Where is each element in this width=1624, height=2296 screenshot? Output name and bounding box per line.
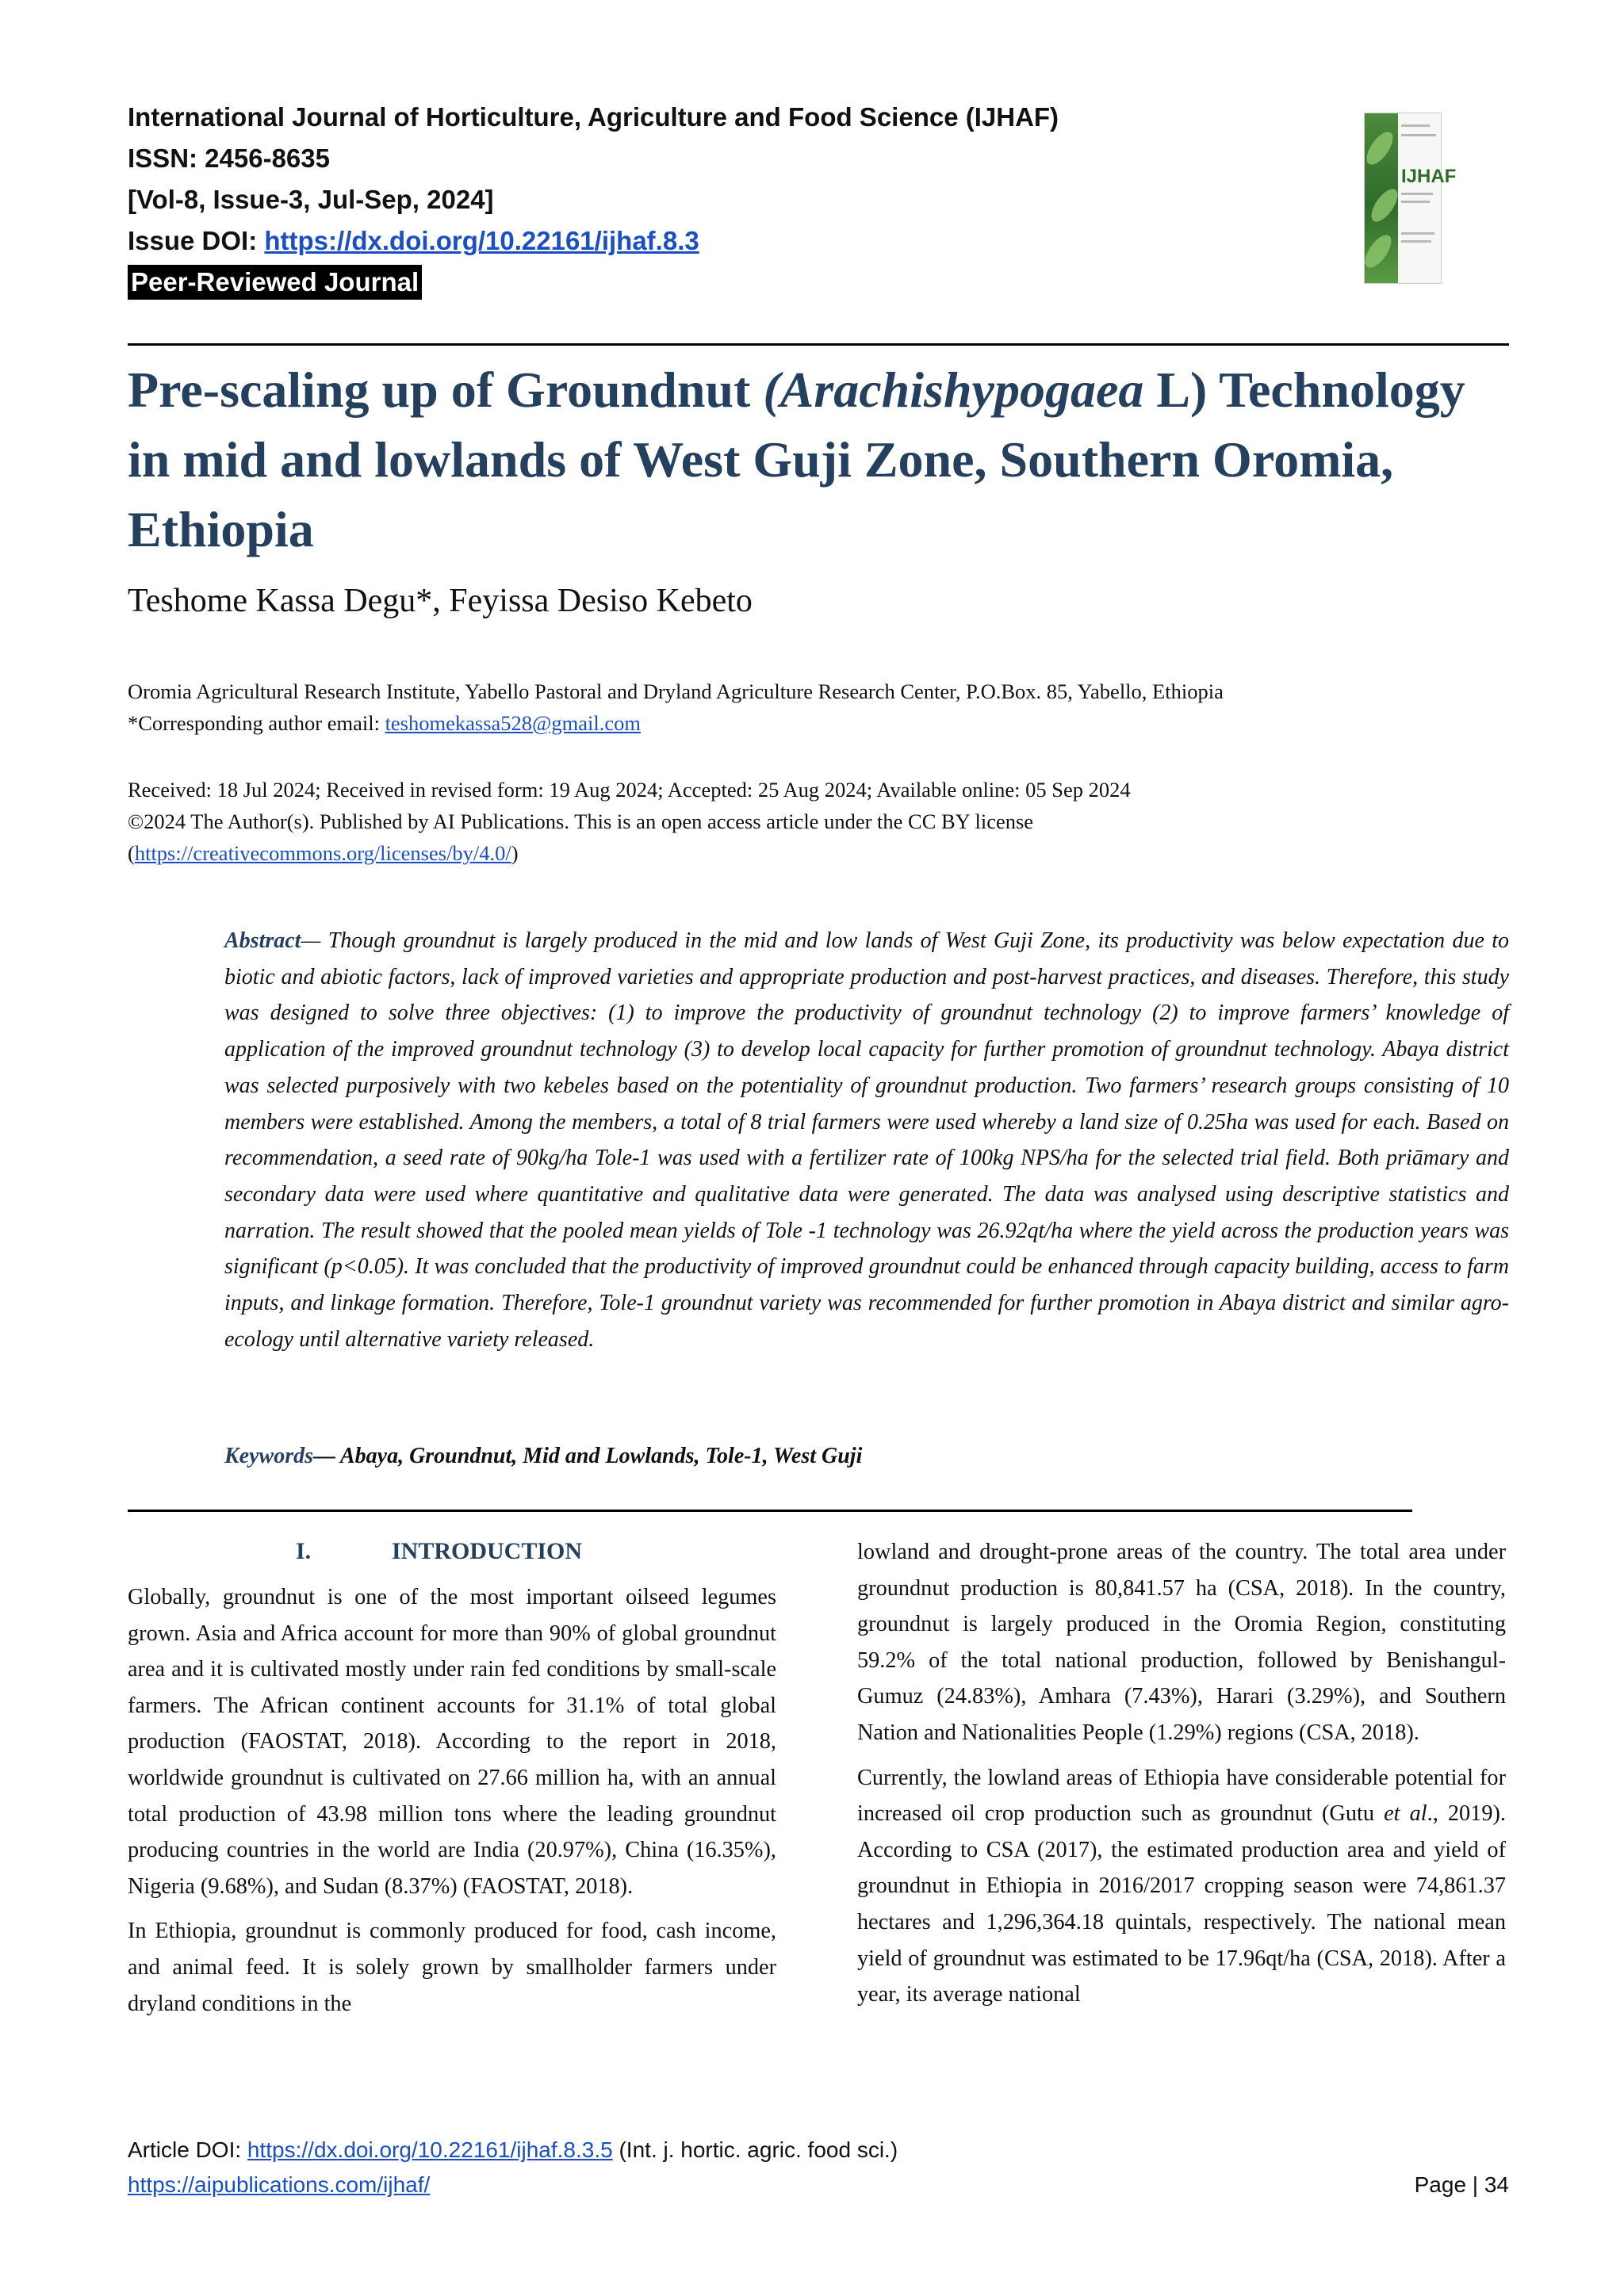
article-doi-suffix: (Int. j. hortic. agric. food sci.)	[612, 2137, 898, 2162]
paragraph-text: ., 2019). According to CSA (2017), the estimated production area and yield of groundnut in Ethiopia in 2016/2017 cropping season were 74,861.37 hectares and 1,296,364.18 quintals, respectively. The national mean yield of groundnut was estimated to be 17.96qt/ha (CSA, 2018). After a year, its average national	[857, 1801, 1506, 2007]
license-paren-open: (	[128, 841, 135, 865]
article-dates: Received: 18 Jul 2024; Received in revised form: 19 Aug 2024; Accepted: 25 Aug 2024; Available online: 05 Sep 2024	[128, 778, 1131, 802]
section-number: I.	[296, 1538, 312, 1564]
article-doi	[128, 2133, 1509, 2168]
paragraph-text: Currently, the lowland areas of Ethiopia have considerable potential for increased oil crop production such as groundnut (Gutu	[857, 1765, 1506, 1827]
journal-volume: [Vol-8, Issue-3, Jul-Sep, 2024]	[128, 185, 494, 214]
issue-doi	[128, 220, 1317, 262]
journal-cover-image	[1364, 113, 1457, 284]
issue-doi-link[interactable]: https://dx.doi.org/10.22161/ijhaf.8.3	[264, 226, 699, 255]
article-history	[128, 774, 1509, 869]
title-part-1: Pre-scaling up of Groundnut	[128, 362, 764, 418]
cover-text-line	[1401, 201, 1430, 203]
abstract-divider	[128, 1510, 1412, 1512]
abstract-label: Abstract	[224, 928, 301, 953]
license-link-line	[128, 837, 1509, 869]
abstract-text: Though groundnut is largely produced in the mid and low lands of West Guji Zone, its productivity was below expectation due to biotic and abiotic factors, lack of improved varieties and appropriate production and post-harvest practices, and diseases. Therefore, this study was designed to solve three objectives: (1) to improve the productivity of groundnut technology (2) to improve farmers’ knowledge of application of the improved groundnut technology (3) to develop local capacity for further promotion of groundnut technology. Abaya district was selected purposively with two kebeles based on the potentiality of groundnut production. Two farmers’ research groups consisting of 10 members were established. Among the members, a total of 8 trial farmers were used whereby a land size of 0.25ha was used for each. Based on recommendation, a seed rate of 90kg/ha Tole-1 was used with a fertilizer rate of 100kg NPS/ha for the selected trial field. Both priāmary and secondary data were used where quantitative and qualitative data were generated. The data was analysed using descriptive statistics and narration. The result showed that the pooled mean yields of Tole -1 technology was 26.92qt/ha where the yield across the production years was significant (p<0.05). It was concluded that the productivity of improved groundnut could be enhanced through capacity building, access to farm inputs, and linkage formation. Therefore, Tole-1 groundnut variety was recommended for further promotion in Abaya district and similar agro-ecology until alternative variety released.	[224, 928, 1510, 1352]
affiliation: Oromia Agricultural Research Institute, Yabello Pastoral and Dryland Agriculture Research Center, P.O.Box. 85, Yabello, Ethiopia	[128, 679, 1224, 703]
corresponding-email-link[interactable]: teshomekassa528@gmail.com	[385, 711, 642, 735]
et-al: et al	[1384, 1801, 1427, 1827]
paragraph: Globally, groundnut is one of the most important oilseed legumes grown. Asia and Africa account for more than 90% of global groundnut area and it is cultivated mostly under rain fed conditions by small-scale farmers. The African continent accounts for 31.1% of total global production (FAOSTAT, 2018). According to the report in 2018, worldwide groundnut is cultivated on 27.66 million ha, with an annual total production of 43.98 million tons where the leading groundnut producing countries in the world are India (20.97%), China (16.35%), Nigeria (9.68%), and Sudan (8.37%) (FAOSTAT, 2018).	[128, 1585, 776, 1899]
article-title	[128, 355, 1509, 564]
cover-text-line	[1401, 232, 1434, 235]
journal-name: International Journal of Horticulture, Agriculture and Food Science (IJHAF)	[128, 102, 1059, 132]
journal-issn: ISSN: 2456-8635	[128, 144, 330, 173]
keywords	[224, 1438, 1509, 1474]
page-footer	[128, 2133, 1509, 2202]
journal-header	[128, 97, 1317, 303]
issue-doi-label: Issue DOI:	[128, 226, 265, 255]
affiliation-block	[128, 675, 1509, 739]
paragraph: In Ethiopia, groundnut is commonly produced for food, cash income, and animal feed. It is solely grown by smallholder farmers under dryland conditions in the	[128, 1919, 776, 2016]
corresponding-label: *Corresponding author email:	[128, 711, 385, 735]
paragraph: lowland and drought-prone areas of the country. The total area under groundnut production is 80,841.57 ha (CSA, 2018). In the country, groundnut is largely produced in the Oromia Region, constituting 59.2% of the total national production, followed by Benishangul-Gumuz (24.83%), Amhara (7.43%), Harari (3.29%), and Southern Nation and Nationalities People (1.29%) regions (CSA, 2018).	[857, 1540, 1506, 1745]
page-number: Page | 34	[1414, 2172, 1509, 2197]
authors: Teshome Kassa Degu*, Feyissa Desiso Kebeto	[128, 583, 753, 619]
paragraph	[857, 1760, 1506, 2013]
body-column-right	[857, 1534, 1506, 2022]
cover-title: IJHAF	[1401, 166, 1457, 187]
license-statement: ©2024 The Author(s). Published by AI Publications. This is an open access article under the CC BY license	[128, 809, 1034, 833]
license-paren-close: )	[511, 841, 519, 865]
cover-text-line	[1401, 240, 1431, 243]
title-part-2: L) Technology in mid and lowlands of West Guji Zone, Southern Oromia, Ethiopia	[128, 362, 1465, 557]
article-doi-link[interactable]: https://dx.doi.org/10.22161/ijhaf.8.3.5	[247, 2137, 613, 2162]
article-doi-label: Article DOI:	[128, 2137, 247, 2162]
section-title: INTRODUCTION	[392, 1538, 583, 1564]
keywords-text: — Abaya, Groundnut, Mid and Lowlands, Tole-1, West Guji	[313, 1444, 863, 1468]
abstract	[224, 923, 1509, 1357]
title-species: (Arachishypogaea	[763, 362, 1144, 418]
cover-text-line	[1401, 124, 1430, 127]
peer-reviewed-label: Peer-Reviewed Journal	[128, 265, 422, 300]
abstract-dash: —	[301, 928, 328, 953]
journal-site-link[interactable]: https://aipublications.com/ijhaf/	[128, 2172, 431, 2197]
cover-text-line	[1401, 193, 1433, 195]
body-column-left	[128, 1579, 776, 2030]
keywords-label: Keywords	[224, 1444, 313, 1468]
license-link[interactable]: https://creativecommons.org/licenses/by/4.0/	[134, 841, 511, 865]
cover-text-line	[1401, 134, 1436, 136]
corresponding-author	[128, 707, 1509, 739]
header-divider	[128, 343, 1509, 346]
